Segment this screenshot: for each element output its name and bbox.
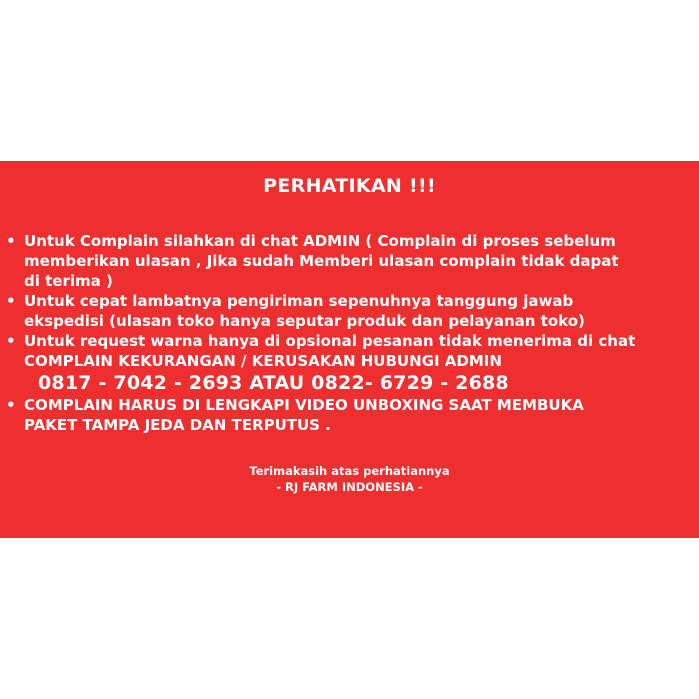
banner-title: PERHATIKAN !!! — [263, 175, 436, 197]
notice-item-color-request — [6, 331, 699, 395]
notice-line: Untuk Complain silahkan di chat ADMIN ( Complain di proses sebelum — [24, 232, 616, 250]
bullet-icon: • — [6, 332, 16, 350]
bullet-icon: • — [6, 292, 16, 310]
notice-line: COMPLAIN HARUS DI LENGKAPI VIDEO UNBOXING SAAT MEMBUKA — [24, 396, 584, 414]
notice-line: memberikan ulasan , Jika sudah Memberi ulasan complain tidak dapat — [24, 252, 619, 270]
store-signature: - RJ FARM INDONESIA - — [276, 480, 423, 494]
notice-list — [6, 231, 699, 435]
bullet-icon: • — [6, 232, 16, 250]
notice-line: COMPLAIN KEKURANGAN / KERUSAKAN HUBUNGI ADMIN — [24, 352, 502, 370]
notice-line: di terima ) — [24, 272, 113, 290]
notice-banner — [0, 161, 699, 538]
notice-line: Untuk request warna hanya di opsional pesanan tidak menerima di chat — [24, 332, 636, 350]
notice-item-unboxing — [6, 395, 699, 435]
notice-line: ekspedisi (ulasan toko hanya seputar produk dan pelayanan toko) — [24, 312, 585, 330]
notice-line: PAKET TAMPA JEDA DAN TERPUTUS . — [24, 416, 331, 434]
notice-item-complain — [6, 231, 699, 291]
notice-line: Untuk cepat lambatnya pengiriman sepenuhnya tanggung jawab — [24, 292, 574, 310]
bullet-icon: • — [6, 396, 16, 414]
thank-you-text: Terimakasih atas perhatiannya — [249, 464, 450, 478]
banner-footer — [0, 463, 699, 495]
notice-item-shipping — [6, 291, 699, 331]
admin-phone-numbers: 0817 - 7042 - 2693 ATAU 0822- 6729 - 2688 — [38, 372, 509, 394]
